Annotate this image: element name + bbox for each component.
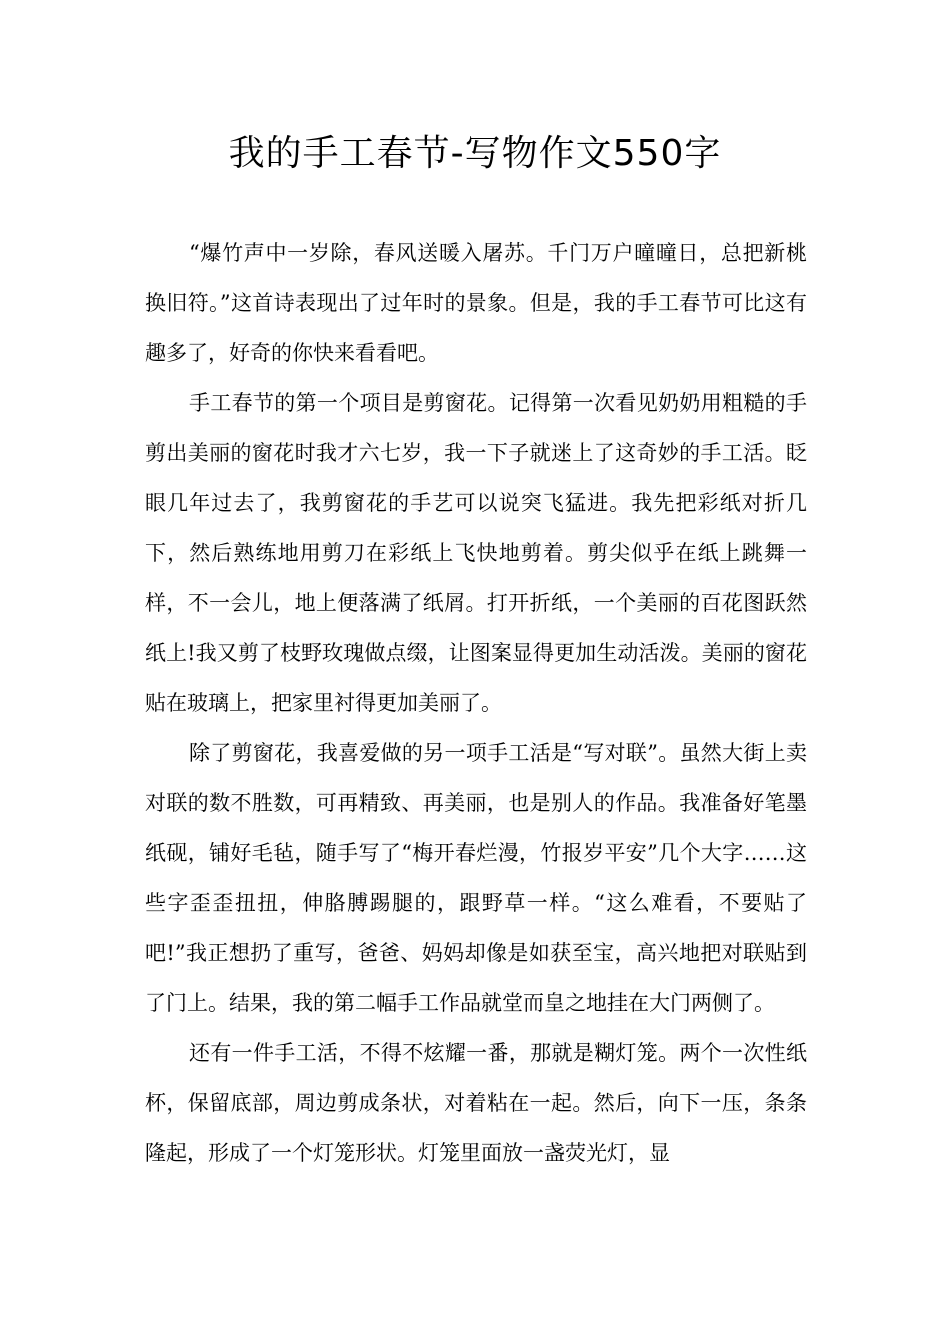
paragraph: 手工春节的第一个项目是剪窗花。记得第一次看见奶奶用粗糙的手剪出美丽的窗花时我才六七岁，我一下子就迷上了这奇妙的手工活。眨眼几年过去了，我剪窗花的手艺可以说突飞猛进。我先把彩纸对折几下，然后熟练地用剪刀在彩纸上飞快地剪着。剪尖似乎在纸上跳舞一样，不一会儿，地上便落满了纸屑。打开折纸，一个美丽的百花图跃然纸上!我又剪了枝野玫瑰做点缀，让图案显得更加生动活泼。美丽的窗花贴在玻璃上，把家里衬得更加美丽了。 [145, 391, 807, 715]
paragraph: 除了剪窗花，我喜爱做的另一项手工活是“写对联”。虽然大街上卖对联的数不胜数，可再精致、再美丽，也是别人的作品。我准备好笔墨纸砚，铺好毛毡，随手写了“梅开春烂漫，竹报岁平安”几个大字……这些字歪歪扭扭，伸胳膊踢腿的，跟野草一样。“这么难看，不要贴了吧!”我正想扔了重写，爸爸、妈妈却像是如获至宝，高兴地把对联贴到了门上。结果，我的第二幅手工作品就堂而皇之地挂在大门两侧了。 [145, 741, 807, 1015]
paragraph: “爆竹声中一岁除，春风送暖入屠苏。千门万户曈曈日，总把新桃换旧符。”这首诗表现出了过年时的景象。但是，我的手工春节可比这有趣多了，好奇的你快来看看吧。 [145, 241, 807, 365]
page-title: 我的手工春节-写物作文550字 [228, 133, 722, 174]
paragraph: 还有一件手工活，不得不炫耀一番，那就是糊灯笼。两个一次性纸杯，保留底部，周边剪成条状，对着粘在一起。然后，向下一压，条条隆起，形成了一个灯笼形状。灯笼里面放一盏荧光灯，显 [145, 1041, 807, 1165]
article-body [145, 228, 807, 1178]
